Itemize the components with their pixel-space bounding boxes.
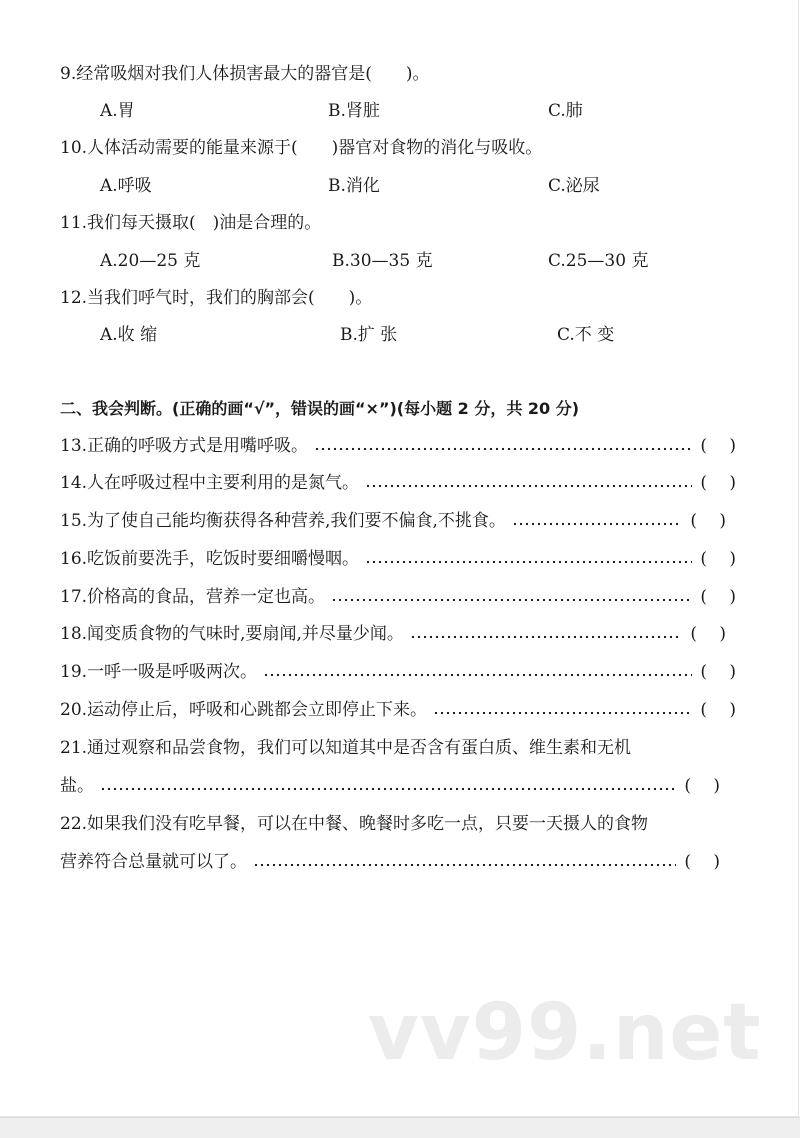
answer-paren: ( ): [684, 776, 720, 796]
leader-dots: [512, 522, 682, 526]
question-20: [60, 698, 736, 722]
question-21-line2: [60, 774, 720, 798]
option-b: B.扩 张: [340, 325, 398, 345]
question-11-stem: 11.我们每天摄取( )油是合理的。: [60, 213, 322, 233]
question-19-text: 19.一呼一吸是呼吸两次。: [60, 662, 258, 682]
section-2-title: 二、我会判断。(正确的画“√”，错误的画“×”)(每小题 2 分，共 20 分): [60, 399, 580, 418]
leader-dots: [253, 863, 676, 867]
question-21-line1: 21.通过观察和品尝食物，我们可以知道其中是否含有蛋白质、维生素和无机: [60, 738, 632, 758]
answer-paren: ( ): [700, 662, 736, 682]
question-10-stem: 10.人体活动需要的能量来源于( )器官对食物的消化与吸收。: [60, 138, 543, 158]
answer-paren: ( ): [700, 700, 736, 720]
option-b: B.消化: [328, 176, 380, 196]
question-13: [60, 434, 736, 458]
leader-dots: [410, 635, 682, 639]
leader-dots: [263, 673, 692, 677]
option-a: A.20—25 克: [100, 251, 201, 271]
question-15-text: 15.为了使自己能均衡获得各种营养,我们要不偏食,不挑食。: [60, 511, 506, 531]
question-16-text: 16.吃饭前要洗手，吃饭时要细嚼慢咽。: [60, 549, 360, 569]
question-18-text: 18.闻变质食物的气味时,要扇闻,并尽量少闻。: [60, 624, 404, 644]
question-12-stem: 12.当我们呼气时，我们的胸部会( )。: [60, 288, 373, 308]
question-14: [60, 471, 736, 495]
option-a: A.收 缩: [100, 325, 158, 345]
question-17-text: 17.价格高的食品，营养一定也高。: [60, 587, 326, 607]
answer-paren: ( ): [700, 436, 736, 456]
question-14-text: 14.人在呼吸过程中主要利用的是氮气。: [60, 473, 360, 493]
question-20-text: 20.运动停止后，呼吸和心跳都会立即停止下来。: [60, 700, 428, 720]
answer-paren: ( ): [684, 852, 720, 872]
watermark: vv99.net: [368, 988, 762, 1078]
question-9-stem: 9.经常吸烟对我们人体损害最大的器官是( )。: [60, 64, 430, 84]
question-15: [60, 509, 726, 533]
option-a: A.胃: [100, 101, 135, 121]
question-16: [60, 547, 736, 571]
option-a: A.呼吸: [100, 176, 152, 196]
question-17: [60, 585, 736, 609]
question-18: [60, 622, 726, 646]
question-21-line2-text: 盐。: [60, 776, 94, 796]
option-b: B.肾脏: [328, 101, 380, 121]
leader-dots: [365, 484, 692, 488]
leader-dots: [433, 711, 692, 715]
leader-dots: [365, 560, 692, 564]
option-b: B.30—35 克: [332, 251, 433, 271]
leader-dots: [331, 598, 692, 602]
answer-paren: ( ): [690, 624, 726, 644]
question-22-line1: 22.如果我们没有吃早餐，可以在中餐、晚餐时多吃一点，只要一天摄人的食物: [60, 814, 649, 834]
option-c: C.肺: [548, 101, 583, 121]
answer-paren: ( ): [690, 511, 726, 531]
leader-dots: [314, 447, 692, 451]
question-19: [60, 660, 736, 684]
option-c: C.不 变: [557, 325, 615, 345]
answer-paren: ( ): [700, 473, 736, 493]
question-13-text: 13.正确的呼吸方式是用嘴呼吸。: [60, 436, 309, 456]
option-c: C.泌尿: [548, 176, 600, 196]
question-22-line2-text: 营养符合总量就可以了。: [60, 852, 247, 872]
question-22-line2: [60, 850, 720, 874]
viewer-bottom-strip: [0, 1117, 800, 1138]
answer-paren: ( ): [700, 587, 736, 607]
answer-paren: ( ): [700, 549, 736, 569]
option-c: C.25—30 克: [548, 251, 649, 271]
leader-dots: [100, 787, 676, 791]
